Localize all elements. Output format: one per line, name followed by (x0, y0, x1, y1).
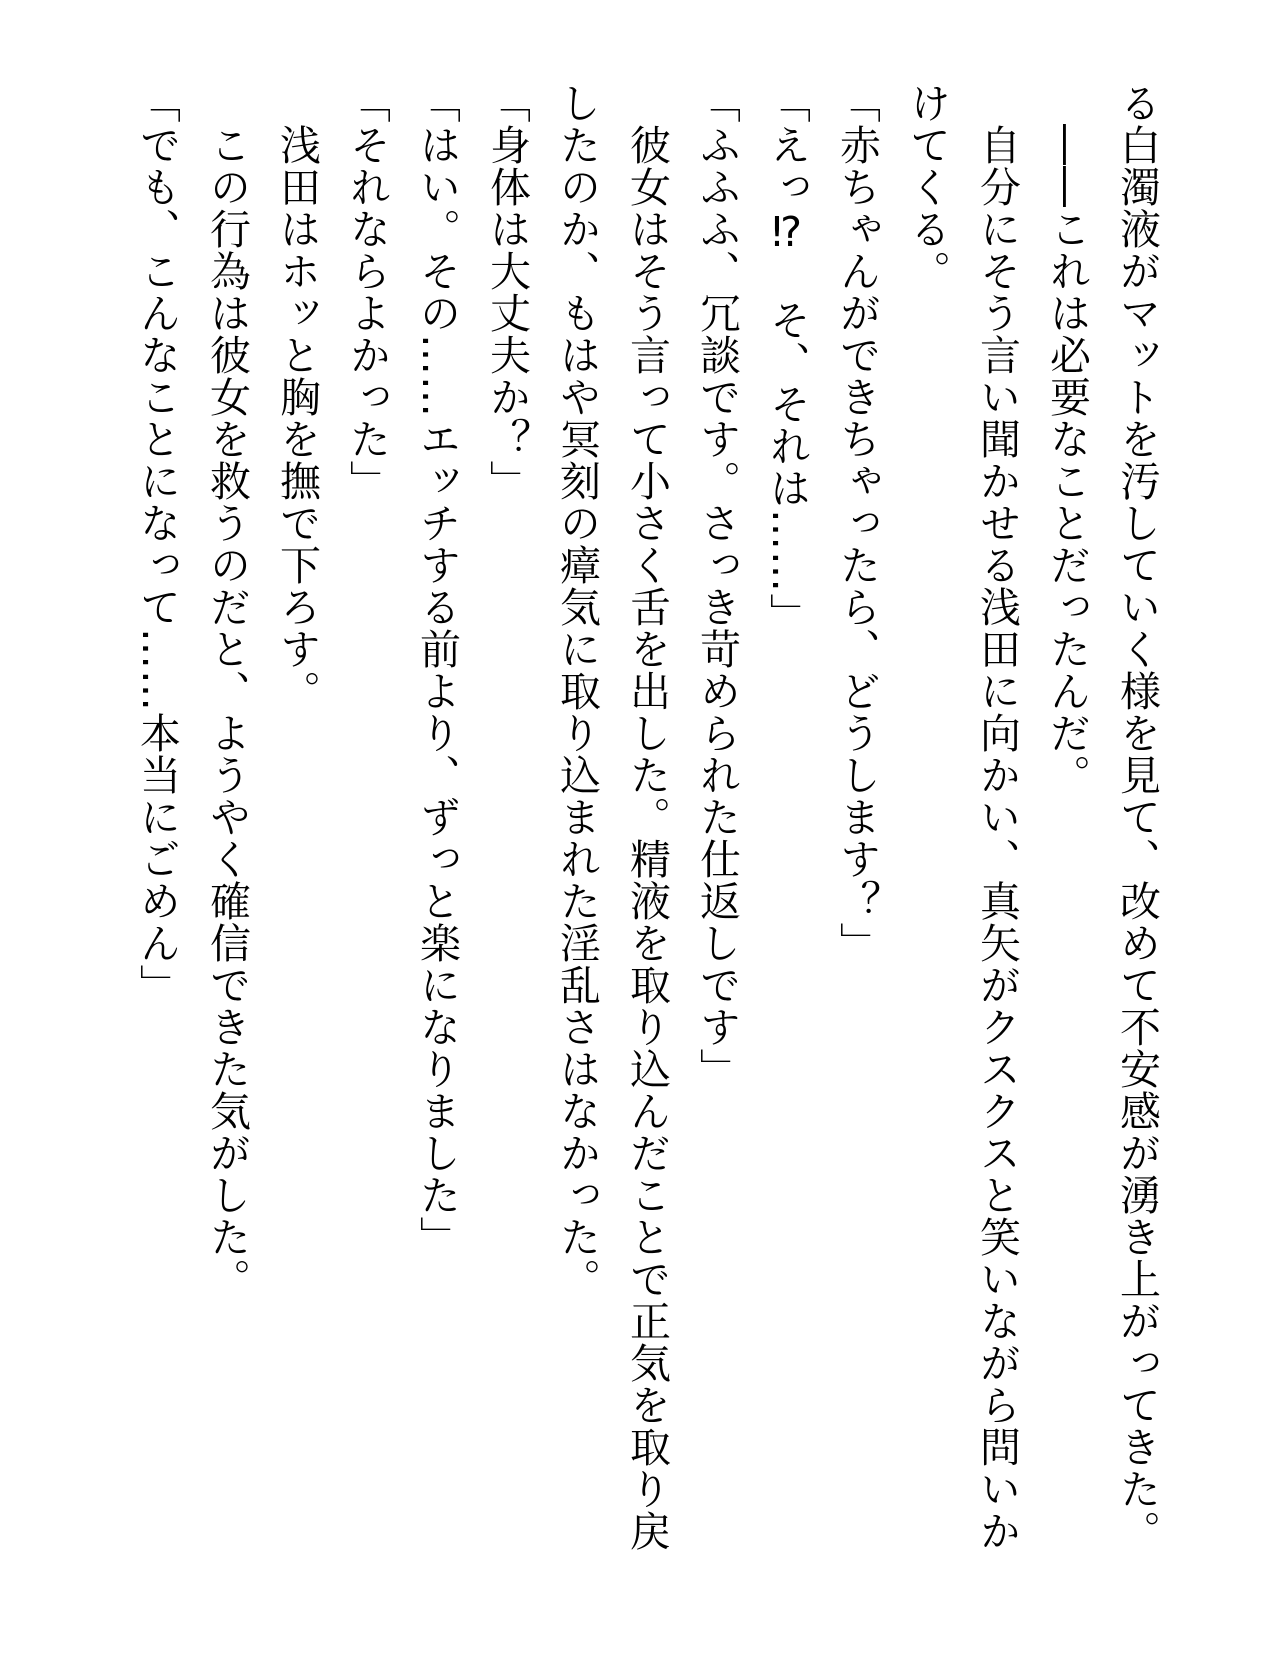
text-line: 彼女はそう言って小さく舌を出した。精液を取り込んだことで正気を取り戻 (623, 82, 671, 1552)
text-line: 浅田はホッと胸を撫で下ろす。 (273, 82, 321, 712)
text-line: 「でも、こんなことになって……本当にごめん」 (133, 82, 181, 1006)
text-line: 「ふふふ、冗談です。さっき苛められた仕返しです」 (693, 82, 741, 1090)
text-line: 「えっ⁉ そ、それは……」 (763, 82, 811, 635)
text-line: したのか、もはや冥刻の瘴気に取り込まれた淫乱さはなかった。 (553, 82, 601, 1300)
text-line: 「はい。その……エッチする前より、ずっと楽になりました」 (413, 82, 461, 1258)
text-line: この行為は彼女を救うのだと、ようやく確信できた気がした。 (203, 82, 251, 1300)
text-line: る白濁液がマットを汚していく様を見て、改めて不安感が湧き上がってきた。 (1113, 82, 1161, 1552)
text-line: 「赤ちゃんができちゃったら、どうします？」 (833, 82, 881, 964)
text-line: けてくる。 (903, 82, 951, 292)
text-line: ――これは必要なことだったんだ。 (1043, 82, 1091, 796)
vertical-text-body (122, 82, 1172, 1562)
text-line: 「それならよかった」 (343, 82, 391, 502)
text-line: 自分にそう言い聞かせる浅田に向かい、真矢がクスクスと笑いながら問いか (973, 82, 1021, 1552)
text-line: 「身体は大丈夫か？」 (483, 82, 531, 502)
